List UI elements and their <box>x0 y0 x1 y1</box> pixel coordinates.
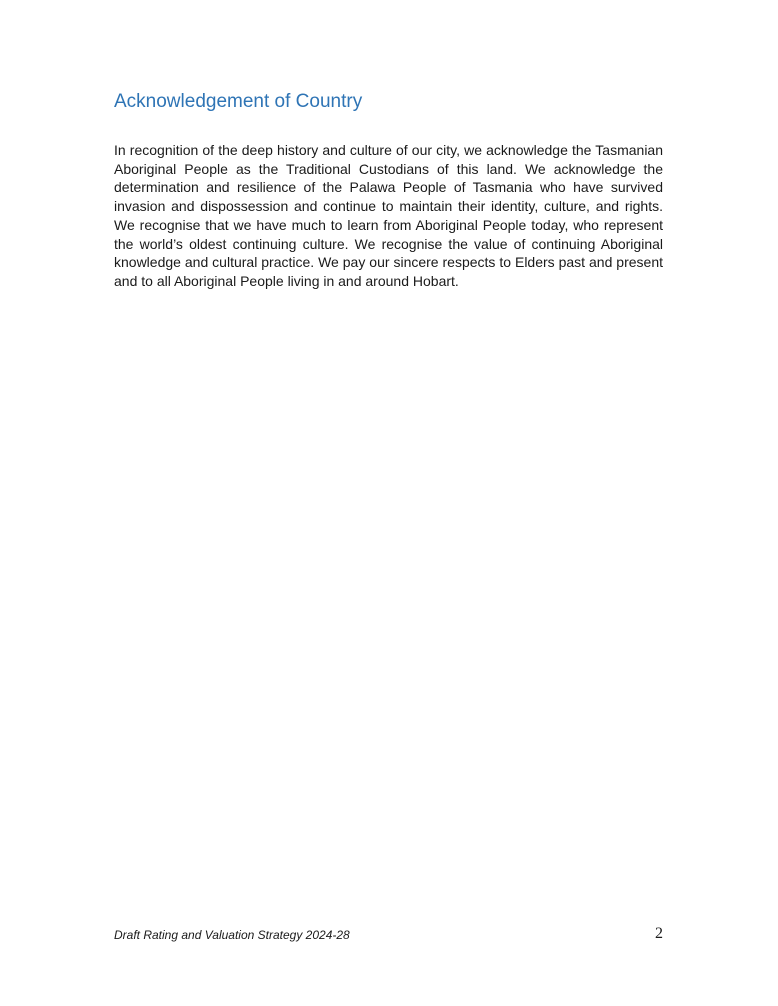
page-number: 2 <box>655 925 663 942</box>
section-heading: Acknowledgement of Country <box>114 91 363 112</box>
acknowledgement-paragraph: In recognition of the deep history and culture of our city, we acknowledge the Tasmanian Aboriginal People as the Traditional Custodians of this land. We acknowledge the determination and resilience of the Palawa People of Tasmania who have survived invasion and dispossession and continue to maintain their identity, culture, and rights. We recognise that we have much to learn from Aboriginal People today, who represent the world’s oldest continuing culture. We recognise the value of continuing Aboriginal knowledge and cultural practice. We pay our sincere respects to Elders past and present and to all Aboriginal People living in and around Hobart. <box>114 142 663 289</box>
footer-document-title: Draft Rating and Valuation Strategy 2024-28 <box>114 928 350 942</box>
